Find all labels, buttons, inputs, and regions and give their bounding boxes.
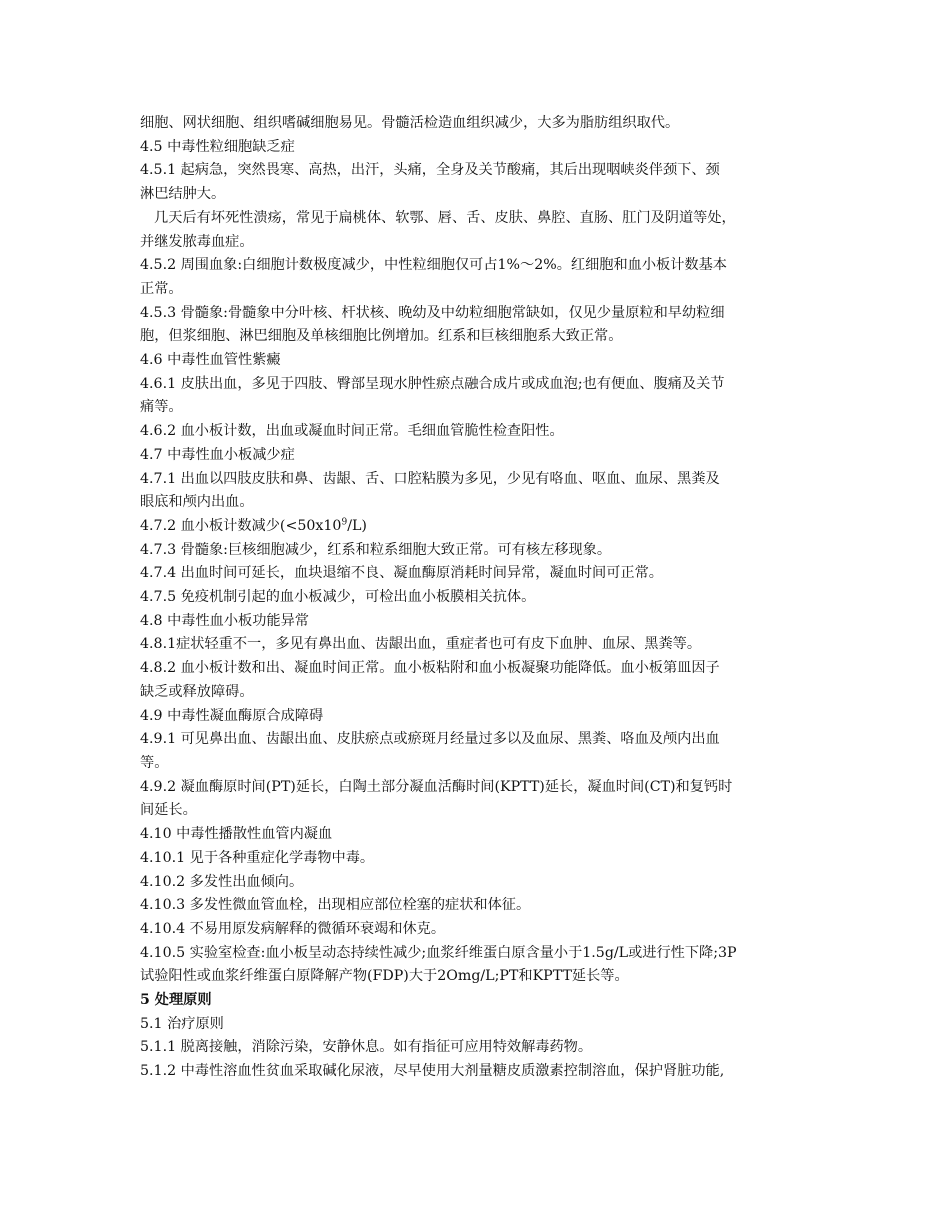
text-line: 眼底和颅内出血。 [140, 494, 254, 511]
section-heading: 4.10 中毒性播散性血管内凝血 [140, 826, 333, 843]
text-line: 等。 [140, 754, 169, 771]
text-line: 4.9.1 可见鼻出血、齿龈出血、皮肤瘀点或瘀斑月经量过多以及血尿、黑粪、咯血及颅内出血 [140, 731, 720, 748]
section-heading: 4.6 中毒性血管性紫癜 [140, 352, 281, 369]
text-line: 4.10.3 多发性微血管血栓，出现相应部位栓塞的症状和体征。 [140, 897, 531, 914]
section-heading: 4.7 中毒性血小板减少症 [140, 446, 295, 463]
text-line: 缺乏或释放障碍。 [140, 683, 254, 700]
superscript: 9 [341, 517, 348, 528]
text-line: 4.6.1 皮肤出血，多见于四肢、臀部呈现水肿性瘀点融合成片或成血泡;也有便血、腹痛及关节 [140, 375, 725, 392]
section-heading: 4.8 中毒性血小板功能异常 [140, 612, 309, 629]
text-line: 细胞、网状细胞、组织嗜碱细胞易见。骨髓活检造血组织减少，大多为脂肪组织取代。 [140, 115, 680, 131]
text-line: 淋巴结肿大。 [140, 186, 226, 203]
section-heading: 4.9 中毒性凝血酶原合成障碍 [140, 707, 324, 724]
text-line: 痛等。 [140, 399, 183, 416]
text-line: 4.10.4 不易用原发病解释的微循环衰竭和休克。 [140, 920, 446, 937]
text-fragment: /L) [347, 517, 367, 534]
text-line: 正常。 [140, 280, 183, 297]
section-heading: 5.1 治疗原则 [140, 1015, 224, 1032]
text-line: 并继发脓毒血症。 [140, 233, 254, 250]
text-line: 试验阳性或血浆纤维蛋白原降解产物(FDP)大于2Omg/L;PT和KPTT延长等。 [140, 968, 629, 985]
chapter-heading: 5 处理原则 [140, 992, 212, 1009]
text-line: 4.9.2 凝血酶原时间(PT)延长，白陶土部分凝血活酶时间(KPTT)延长，凝血时间(CT)和复钙时 [140, 778, 733, 795]
document-page [140, 112, 812, 1084]
text-line: 4.7.4 出血时间可延长，血块退缩不良、凝血酶原消耗时间异常，凝血时间可正常。 [140, 565, 663, 582]
text-line: 4.5.2 周围血象:白细胞计数极度减少，中性粒细胞仅可占1%～2%。红细胞和血小板计数基本 [140, 257, 727, 274]
text-line: 4.8.2 血小板计数和出、凝血时间正常。血小板粘附和血小板凝聚功能降低。血小板第皿因子 [140, 660, 720, 677]
text-line: 4.6.2 血小板计数，出血或凝血时间正常。毛细血管脆性检查阳性。 [140, 423, 564, 440]
text-line: 4.5.1 起病急，突然畏寒、高热，出汗，头痛，全身及关节酸痛，其后出现咽峡炎伴颈下、颈 [140, 162, 720, 179]
text-line: 4.8.1症状轻重不一，多见有鼻出血、齿龈出血，重症者也可有皮下血肿、血尿、黑粪等。 [140, 636, 702, 653]
text-line: 胞，但浆细胞、淋巴细胞及单核细胞比例增加。红系和巨核细胞系大致正常。 [140, 328, 623, 345]
text-line: 4.7.3 骨髓象:巨核细胞减少，红系和粒系细胞大致正常。可有核左移现象。 [140, 541, 612, 558]
text-line: 4.10.2 多发性出血倾向。 [140, 873, 304, 890]
text-line-superscript [140, 515, 812, 539]
text-line: 4.10.1 见于各种重症化学毒物中毒。 [140, 849, 375, 866]
text-line: 4.7.5 免疫机制引起的血小板减少，可检出血小板膜相关抗体。 [140, 589, 536, 606]
text-line: 4.5.3 骨髓象:骨髓象中分叶核、杆状核、晚幼及中幼粒细胞常缺如，仅见少量原粒和早幼粒细 [140, 304, 725, 321]
text-line: 间延长。 [140, 802, 197, 819]
text-fragment: 4.7.2 血小板计数减少(<50x10 [140, 517, 342, 534]
text-line: 5.1.1 脱离接触，消除污染，安静休息。如有指征可应用特效解毒药物。 [140, 1039, 593, 1056]
text-line: 几天后有坏死性溃疡，常见于扁桃体、软鄂、唇、舌、皮肤、鼻腔、直肠、肛门及阴道等处， [154, 209, 736, 226]
text-line: 4.7.1 出血以四肢皮肤和鼻、齿龈、舌、口腔粘膜为多见，少见有咯血、呕血、血尿、黑粪及 [140, 470, 720, 487]
section-heading: 4.5 中毒性粒细胞缺乏症 [140, 138, 295, 155]
text-line: 4.10.5 实验室检查:血小板呈动态持续性减少;血浆纤维蛋白原含量小于1.5g/L或进行性下降;3P [140, 944, 737, 961]
text-line: 5.1.2 中毒性溶血性贫血采取碱化尿液，尽早使用大剂量糖皮质激素控制溶血，保护肾脏功能, [140, 1063, 725, 1080]
